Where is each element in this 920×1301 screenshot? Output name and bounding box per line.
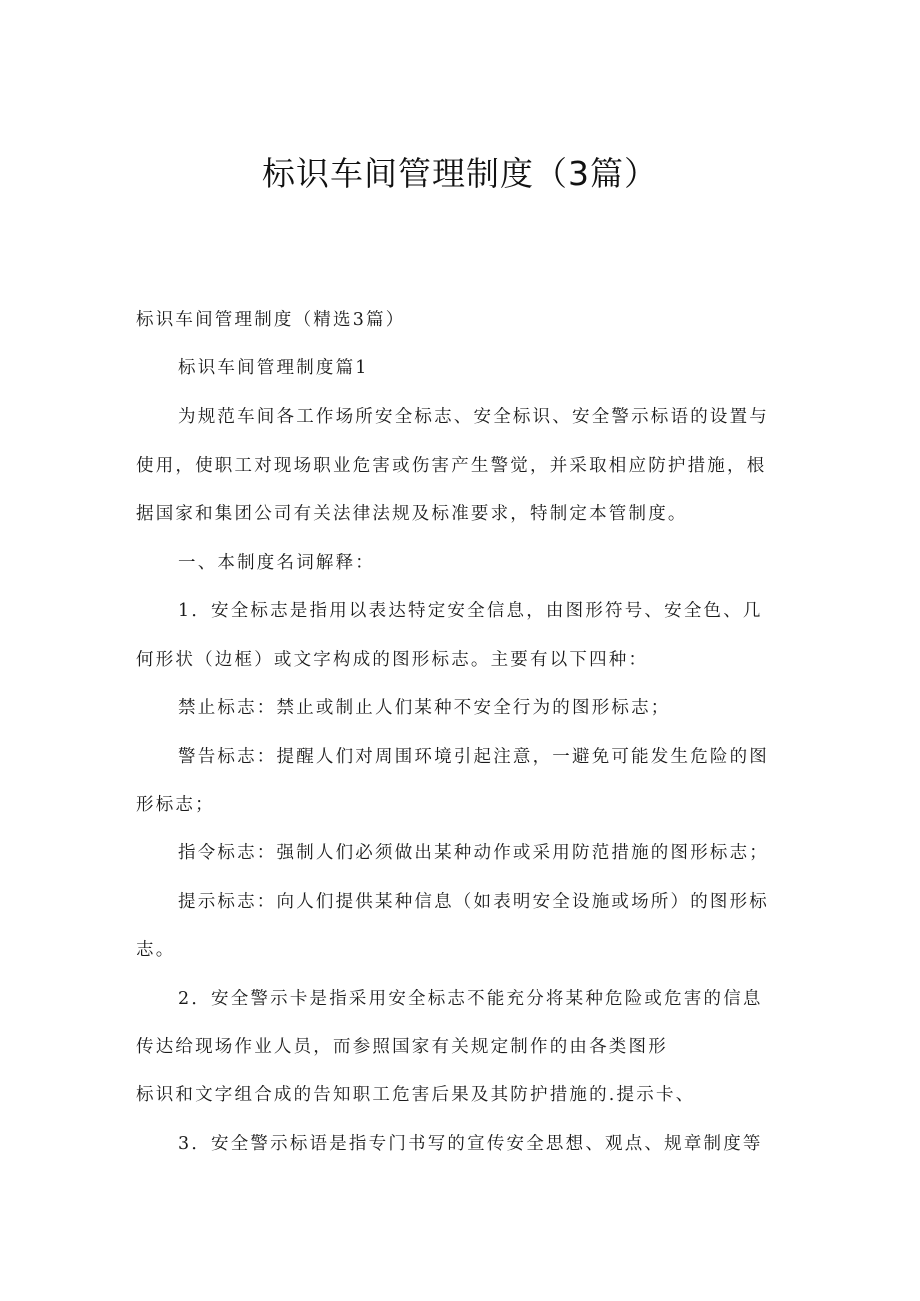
paragraph-line: 3．安全警示标语是指专门书写的宣传安全思想、观点、规章制度等: [178, 1134, 763, 1154]
paragraph-line: 使用，使职工对现场职业危害或伤害产生警觉，并采取相应防护措施，根: [136, 456, 767, 476]
paragraph-line: 为规范车间各工作场所安全标志、安全标识、安全警示标语的设置与: [178, 407, 769, 427]
paragraph-line: 指令标志：强制人们必须做出某种动作或采用防范措施的图形标志；: [178, 843, 769, 863]
paragraph-line: 志。: [136, 940, 176, 960]
paragraph-line: 据国家和集团公司有关法律法规及标准要求，特制定本管制度。: [136, 504, 688, 524]
paragraph-line: 提示标志：向人们提供某种信息（如表明安全设施或场所）的图形标: [178, 892, 769, 912]
paragraph-line: 何形状（边框）或文字构成的图形标志。主要有以下四种：: [136, 650, 649, 670]
paragraph-line: 形标志；: [136, 795, 215, 815]
paragraph-line: 2．安全警示卡是指采用安全标志不能充分将某种危险或危害的信息: [178, 989, 763, 1009]
section-heading: 标识车间管理制度篇1: [178, 358, 369, 378]
subtitle-line: 标识车间管理制度（精选3篇）: [136, 310, 406, 330]
subsection-heading: 一、本制度名词解释：: [178, 553, 375, 573]
paragraph-line: 禁止标志：禁止或制止人们某种不安全行为的图形标志；: [178, 698, 671, 718]
paragraph-line: 警告标志：提醒人们对周围环境引起注意，一避免可能发生危险的图: [178, 747, 769, 767]
document-title: 标识车间管理制度（3篇）: [262, 154, 658, 193]
paragraph-line: 传达给现场作业人员，而参照国家有关规定制作的由各类图形: [136, 1037, 668, 1057]
paragraph-line: 标识和文字组合成的告知职工危害后果及其防护措施的.提示卡、: [136, 1085, 696, 1105]
paragraph-line: 1．安全标志是指用以表达特定安全信息，由图形符号、安全色、几: [178, 601, 763, 621]
